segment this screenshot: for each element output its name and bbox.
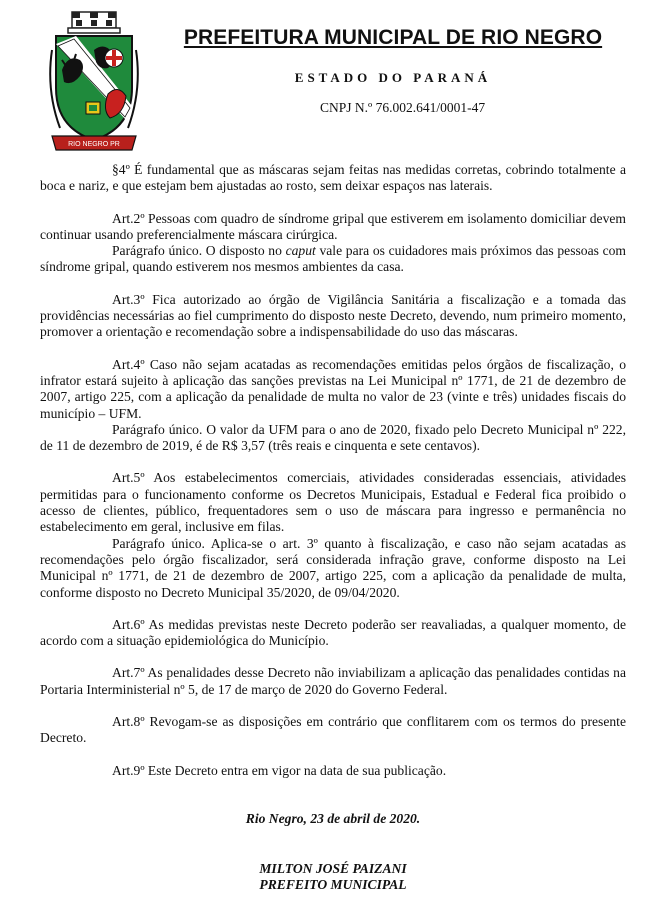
page-title: PREFEITURA MUNICIPAL DE RIO NEGRO bbox=[183, 26, 603, 49]
paragraph-art-3: Art.3º Fica autorizado ao órgão de Vigilância Sanitária a fiscalização e a tomada das providências necessárias ao fiel cumprimento do disposto neste Decreto, devendo, num primeiro momento, promover a orientação e recomendação sobre a indispensabilidade do uso das máscaras. bbox=[40, 291, 626, 340]
signing-date: Rio Negro, 23 de abril de 2020. bbox=[245, 811, 421, 826]
paragraph-art-7: Art.7º As penalidades desse Decreto não inviabilizam a aplicação das penalidades contidas na Portaria Interministerial nº 5, de 17 de março de 2020 do Governo Federal. bbox=[40, 665, 626, 697]
paragraph-art-9: Art.9º Este Decreto entra em vigor na data de sua publicação. bbox=[112, 762, 447, 778]
paragraph-art-5-sole: Parágrafo único. Aplica-se o art. 3º quanto à fiscalização, e caso não sejam acatadas as recomendações pelo órgão fiscalizador, será considerada infração grave, conforme disposto na Lei Municipal nº 1771, de 21 de dezembro de 2007, artigo 225, com a aplicação da penalidade de multa, conforme disposto no Decreto Municipal 35/2020, de 09/04/2020. bbox=[40, 535, 626, 600]
paragraph-art-4-sole: Parágrafo único. O valor da UFM para o ano de 2020, fixado pelo Decreto Municipal nº 222, de 11 de dezembro de 2019, é de R$ 3,57 (três reais e cinquenta e sete centavos). bbox=[40, 421, 626, 454]
decree-body bbox=[40, 162, 626, 779]
cnpj-number: CNPJ N.º 76.002.641/0001-47 bbox=[320, 100, 486, 115]
paragraph-section-4: §4º É fundamental que as máscaras sejam feitas nas medidas corretas, cobrindo totalmente a boca e nariz, e que estejam bem ajustadas ao rosto, sem deixar espaços nas laterais. bbox=[40, 162, 626, 194]
paragraph-art-2-sole bbox=[40, 243, 626, 276]
paragraph-art-4: Art.4º Caso não sejam acatadas as recomendações emitidas pelos órgãos de fiscalização, o infrator estará sujeito à aplicação das sanções previstas na Lei Municipal nº 1771, de 21 de dezembro de 2007, artigo 225, com a aplicação da penalidade de multa no valor de 23 (vinte e três) unidades fiscais do município – UFM. bbox=[40, 356, 626, 421]
caput-term: caput bbox=[285, 243, 316, 259]
signatory-name: MILTON JOSÉ PAIZANI bbox=[259, 861, 407, 876]
state-subtitle: ESTADO DO PARANÁ bbox=[294, 70, 492, 85]
paragraph-art-8: Art.8º Revogam-se as disposições em contrário que conflitarem com os termos do presente Decreto. bbox=[40, 714, 626, 746]
paragraph-art-2: Art.2º Pessoas com quadro de síndrome gripal que estiverem em isolamento domiciliar devem continuar usando preferencialmente máscara cirúrgica. bbox=[40, 210, 626, 242]
paragraph-art-2-sole-text: Parágrafo único. O disposto no bbox=[112, 243, 286, 259]
paragraph-art-6: Art.6º As medidas previstas neste Decreto poderão ser reavaliadas, a qualquer momento, de acordo com a situação epidemiológica do Município. bbox=[40, 616, 626, 649]
crest-ribbon-text: RIO NEGRO PR bbox=[68, 141, 120, 148]
municipal-coat-of-arms-icon bbox=[46, 10, 142, 152]
letterhead bbox=[0, 0, 665, 160]
paragraph-art-5: Art.5º Aos estabelecimentos comerciais, atividades consideradas essenciais, atividades permitidas para o funcionamento conforme os Decretos Municipais, Estadual e Federal fica proibido o acesso de clientes, público, frequentadores sem o uso de máscara para ingresso e permanência no estabelecimento em geral, inclusive em filas. bbox=[40, 470, 626, 535]
paragraph-art-2-sole-rest: vale para os cuidadores mais próximos das pessoas com síndrome gripal, quando estiverem nos mesmos ambientes da casa. bbox=[40, 243, 626, 275]
signatory-role: PREFEITO MUNICIPAL bbox=[259, 877, 407, 892]
